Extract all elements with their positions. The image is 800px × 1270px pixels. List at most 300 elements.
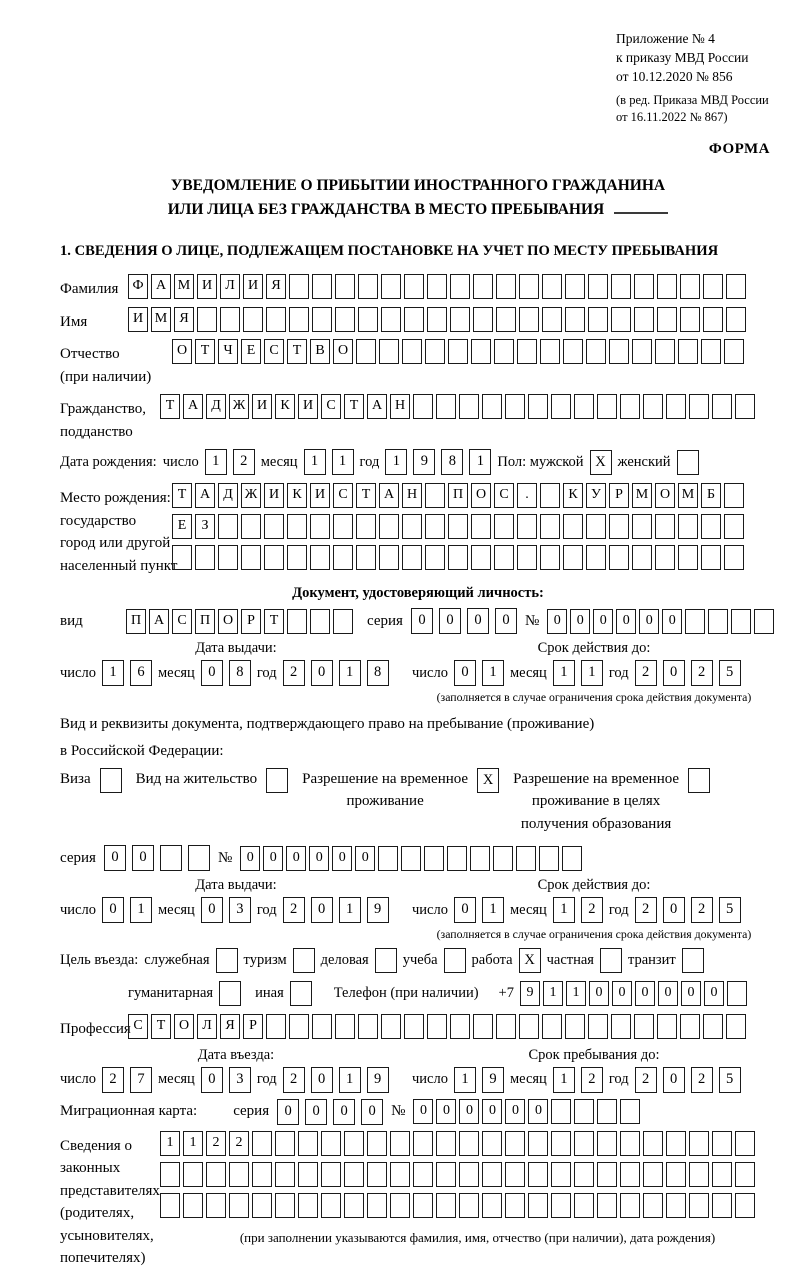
char-cell[interactable] — [588, 1014, 608, 1039]
char-cell[interactable] — [528, 394, 548, 419]
char-cell[interactable] — [264, 545, 284, 570]
char-cell[interactable]: О — [655, 483, 675, 508]
char-cell[interactable] — [266, 1014, 286, 1039]
char-cell[interactable] — [632, 514, 652, 539]
char-cell[interactable] — [436, 1193, 456, 1218]
char-cell[interactable] — [643, 1131, 663, 1156]
char-cell[interactable]: 0 — [662, 609, 682, 634]
char-cell[interactable]: Л — [197, 1014, 217, 1039]
char-cell[interactable]: 0 — [201, 897, 223, 923]
char-cell[interactable] — [542, 1014, 562, 1039]
char-cell[interactable]: Е — [172, 514, 192, 539]
char-cell[interactable]: 1 — [205, 449, 227, 475]
char-cell[interactable] — [519, 307, 539, 332]
char-cell[interactable]: Е — [241, 339, 261, 364]
char-cell[interactable] — [643, 1162, 663, 1187]
char-cell[interactable]: 0 — [459, 1099, 479, 1124]
char-cell[interactable] — [712, 1193, 732, 1218]
char-cell[interactable]: 3 — [229, 1067, 251, 1093]
birth-place-input-row3[interactable] — [172, 545, 744, 570]
char-cell[interactable] — [404, 274, 424, 299]
char-cell[interactable]: 2 — [102, 1067, 124, 1093]
char-cell[interactable]: 0 — [305, 1099, 327, 1125]
char-cell[interactable]: 9 — [367, 1067, 389, 1093]
char-cell[interactable]: 1 — [566, 981, 586, 1006]
char-cell[interactable] — [404, 307, 424, 332]
char-cell[interactable] — [425, 514, 445, 539]
char-cell[interactable]: Ж — [229, 394, 249, 419]
char-cell[interactable] — [712, 394, 732, 419]
char-cell[interactable]: 0 — [454, 897, 476, 923]
char-cell[interactable]: 0 — [505, 1099, 525, 1124]
char-cell[interactable] — [160, 1193, 180, 1218]
char-cell[interactable] — [448, 339, 468, 364]
char-cell[interactable] — [551, 1131, 571, 1156]
char-cell[interactable] — [563, 514, 583, 539]
char-cell[interactable]: 0 — [547, 609, 567, 634]
char-cell[interactable]: О — [471, 483, 491, 508]
stay-year[interactable] — [635, 1067, 741, 1093]
char-cell[interactable] — [218, 545, 238, 570]
char-cell[interactable] — [494, 339, 514, 364]
char-cell[interactable]: П — [448, 483, 468, 508]
birth-month-input[interactable] — [304, 449, 354, 475]
char-cell[interactable]: 0 — [681, 981, 701, 1006]
char-cell[interactable] — [727, 981, 747, 1006]
purpose-other-checkbox[interactable] — [290, 981, 312, 1006]
char-cell[interactable] — [335, 307, 355, 332]
char-cell[interactable] — [344, 1193, 364, 1218]
char-cell[interactable] — [289, 1014, 309, 1039]
char-cell[interactable] — [666, 1131, 686, 1156]
char-cell[interactable]: И — [264, 483, 284, 508]
char-cell[interactable] — [586, 545, 606, 570]
char-cell[interactable] — [252, 1193, 272, 1218]
char-cell[interactable]: М — [151, 307, 171, 332]
char-cell[interactable]: 0 — [436, 1099, 456, 1124]
char-cell[interactable] — [367, 1193, 387, 1218]
char-cell[interactable] — [473, 1014, 493, 1039]
char-cell[interactable]: С — [264, 339, 284, 364]
char-cell[interactable]: 9 — [482, 1067, 504, 1093]
char-cell[interactable] — [726, 1014, 746, 1039]
char-cell[interactable] — [381, 274, 401, 299]
char-cell[interactable] — [358, 274, 378, 299]
sex-male-checkbox[interactable]: X — [590, 450, 612, 475]
char-cell[interactable] — [252, 1131, 272, 1156]
char-cell[interactable] — [611, 274, 631, 299]
char-cell[interactable]: 1 — [130, 897, 152, 923]
char-cell[interactable]: И — [128, 307, 148, 332]
char-cell[interactable] — [586, 514, 606, 539]
char-cell[interactable]: 0 — [332, 846, 352, 871]
char-cell[interactable] — [241, 514, 261, 539]
char-cell[interactable] — [539, 846, 559, 871]
profession-input[interactable] — [128, 1014, 746, 1039]
char-cell[interactable] — [436, 1162, 456, 1187]
char-cell[interactable]: О — [174, 1014, 194, 1039]
char-cell[interactable] — [597, 1099, 617, 1124]
char-cell[interactable] — [689, 1162, 709, 1187]
surname-input[interactable] — [128, 274, 746, 299]
char-cell[interactable]: А — [367, 394, 387, 419]
char-cell[interactable]: 0 — [454, 660, 476, 686]
char-cell[interactable] — [680, 1014, 700, 1039]
char-cell[interactable]: 1 — [553, 1067, 575, 1093]
char-cell[interactable]: Н — [402, 483, 422, 508]
char-cell[interactable] — [229, 1162, 249, 1187]
char-cell[interactable]: Ч — [218, 339, 238, 364]
char-cell[interactable]: А — [379, 483, 399, 508]
char-cell[interactable] — [724, 339, 744, 364]
char-cell[interactable] — [404, 1014, 424, 1039]
char-cell[interactable] — [528, 1162, 548, 1187]
char-cell[interactable] — [310, 545, 330, 570]
char-cell[interactable] — [241, 545, 261, 570]
char-cell[interactable]: 2 — [229, 1131, 249, 1156]
char-cell[interactable] — [183, 1162, 203, 1187]
char-cell[interactable]: 0 — [311, 897, 333, 923]
char-cell[interactable] — [735, 1162, 755, 1187]
char-cell[interactable] — [356, 339, 376, 364]
char-cell[interactable]: 0 — [104, 845, 126, 871]
char-cell[interactable] — [611, 307, 631, 332]
representatives-input-row3[interactable] — [160, 1193, 755, 1218]
char-cell[interactable] — [493, 846, 513, 871]
char-cell[interactable]: П — [126, 609, 146, 634]
char-cell[interactable]: А — [149, 609, 169, 634]
char-cell[interactable] — [172, 545, 192, 570]
birth-place-input-row1[interactable] — [172, 483, 744, 508]
char-cell[interactable] — [620, 1131, 640, 1156]
char-cell[interactable]: А — [183, 394, 203, 419]
char-cell[interactable] — [471, 514, 491, 539]
char-cell[interactable] — [540, 545, 560, 570]
char-cell[interactable] — [632, 339, 652, 364]
char-cell[interactable]: 0 — [311, 660, 333, 686]
char-cell[interactable]: А — [151, 274, 171, 299]
char-cell[interactable]: И — [197, 274, 217, 299]
char-cell[interactable] — [160, 845, 182, 871]
char-cell[interactable] — [562, 846, 582, 871]
char-cell[interactable] — [378, 846, 398, 871]
char-cell[interactable]: 2 — [233, 449, 255, 475]
char-cell[interactable]: 0 — [658, 981, 678, 1006]
char-cell[interactable]: А — [195, 483, 215, 508]
char-cell[interactable]: 0 — [663, 897, 685, 923]
char-cell[interactable] — [611, 1014, 631, 1039]
char-cell[interactable] — [312, 1014, 332, 1039]
entry-year[interactable] — [283, 1067, 389, 1093]
char-cell[interactable]: 2 — [206, 1131, 226, 1156]
char-cell[interactable] — [519, 274, 539, 299]
char-cell[interactable] — [588, 307, 608, 332]
identity-issue-day[interactable] — [102, 660, 152, 686]
char-cell[interactable]: 0 — [132, 845, 154, 871]
char-cell[interactable] — [287, 545, 307, 570]
char-cell[interactable]: Т — [356, 483, 376, 508]
char-cell[interactable]: 0 — [277, 1099, 299, 1125]
purpose-transit-checkbox[interactable] — [682, 948, 704, 973]
edu-permit-checkbox[interactable] — [688, 768, 710, 793]
char-cell[interactable] — [183, 1193, 203, 1218]
char-cell[interactable]: Д — [206, 394, 226, 419]
char-cell[interactable] — [333, 609, 353, 634]
char-cell[interactable] — [390, 1131, 410, 1156]
char-cell[interactable] — [551, 1099, 571, 1124]
char-cell[interactable] — [609, 339, 629, 364]
char-cell[interactable] — [427, 1014, 447, 1039]
char-cell[interactable] — [689, 1193, 709, 1218]
char-cell[interactable]: Т — [287, 339, 307, 364]
residence-valid-day[interactable] — [454, 897, 504, 923]
char-cell[interactable] — [275, 1193, 295, 1218]
char-cell[interactable] — [379, 545, 399, 570]
char-cell[interactable]: И — [310, 483, 330, 508]
char-cell[interactable]: 0 — [467, 608, 489, 634]
char-cell[interactable] — [620, 1099, 640, 1124]
char-cell[interactable] — [680, 307, 700, 332]
char-cell[interactable] — [731, 609, 751, 634]
char-cell[interactable] — [298, 1131, 318, 1156]
char-cell[interactable] — [724, 545, 744, 570]
char-cell[interactable] — [724, 483, 744, 508]
char-cell[interactable] — [218, 514, 238, 539]
char-cell[interactable] — [473, 274, 493, 299]
char-cell[interactable] — [229, 1193, 249, 1218]
char-cell[interactable] — [574, 1099, 594, 1124]
char-cell[interactable] — [540, 483, 560, 508]
char-cell[interactable]: 0 — [704, 981, 724, 1006]
migration-series-input[interactable] — [277, 1099, 383, 1125]
char-cell[interactable]: С — [172, 609, 192, 634]
char-cell[interactable] — [195, 545, 215, 570]
char-cell[interactable] — [436, 394, 456, 419]
visa-checkbox[interactable] — [100, 768, 122, 793]
char-cell[interactable] — [367, 1131, 387, 1156]
char-cell[interactable] — [685, 609, 705, 634]
char-cell[interactable] — [528, 1193, 548, 1218]
char-cell[interactable]: 2 — [691, 1067, 713, 1093]
char-cell[interactable] — [680, 274, 700, 299]
char-cell[interactable] — [565, 274, 585, 299]
char-cell[interactable] — [634, 307, 654, 332]
char-cell[interactable]: 0 — [589, 981, 609, 1006]
char-cell[interactable]: 1 — [160, 1131, 180, 1156]
char-cell[interactable] — [379, 514, 399, 539]
char-cell[interactable] — [289, 307, 309, 332]
identity-valid-day[interactable] — [454, 660, 504, 686]
char-cell[interactable]: Н — [390, 394, 410, 419]
char-cell[interactable]: 8 — [441, 449, 463, 475]
char-cell[interactable] — [517, 545, 537, 570]
char-cell[interactable] — [657, 307, 677, 332]
char-cell[interactable] — [448, 545, 468, 570]
char-cell[interactable] — [450, 307, 470, 332]
char-cell[interactable]: 1 — [339, 897, 361, 923]
char-cell[interactable] — [632, 545, 652, 570]
char-cell[interactable]: 0 — [309, 846, 329, 871]
char-cell[interactable] — [634, 274, 654, 299]
char-cell[interactable]: 2 — [581, 1067, 603, 1093]
char-cell[interactable] — [505, 394, 525, 419]
char-cell[interactable] — [735, 1131, 755, 1156]
char-cell[interactable] — [381, 307, 401, 332]
char-cell[interactable]: 2 — [635, 897, 657, 923]
char-cell[interactable]: В — [310, 339, 330, 364]
char-cell[interactable] — [643, 1193, 663, 1218]
char-cell[interactable]: Б — [701, 483, 721, 508]
char-cell[interactable]: Ф — [128, 274, 148, 299]
char-cell[interactable]: М — [174, 274, 194, 299]
char-cell[interactable] — [333, 545, 353, 570]
migration-number-input[interactable] — [413, 1099, 640, 1124]
char-cell[interactable]: 1 — [469, 449, 491, 475]
char-cell[interactable]: 1 — [183, 1131, 203, 1156]
char-cell[interactable] — [735, 394, 755, 419]
purpose-official-checkbox[interactable] — [216, 948, 238, 973]
char-cell[interactable] — [754, 609, 774, 634]
char-cell[interactable] — [519, 1014, 539, 1039]
char-cell[interactable] — [574, 1131, 594, 1156]
char-cell[interactable] — [379, 339, 399, 364]
char-cell[interactable]: 0 — [201, 660, 223, 686]
identity-valid-year[interactable] — [635, 660, 741, 686]
char-cell[interactable] — [427, 274, 447, 299]
char-cell[interactable] — [206, 1162, 226, 1187]
char-cell[interactable] — [678, 339, 698, 364]
residence-issue-day[interactable] — [102, 897, 152, 923]
char-cell[interactable] — [588, 274, 608, 299]
char-cell[interactable] — [450, 1014, 470, 1039]
char-cell[interactable] — [310, 609, 330, 634]
char-cell[interactable] — [505, 1193, 525, 1218]
char-cell[interactable]: Р — [243, 1014, 263, 1039]
char-cell[interactable] — [565, 1014, 585, 1039]
char-cell[interactable] — [358, 307, 378, 332]
char-cell[interactable] — [188, 845, 210, 871]
entry-month[interactable] — [201, 1067, 251, 1093]
char-cell[interactable] — [494, 545, 514, 570]
char-cell[interactable]: О — [218, 609, 238, 634]
char-cell[interactable] — [517, 339, 537, 364]
char-cell[interactable]: 0 — [263, 846, 283, 871]
char-cell[interactable]: 1 — [482, 660, 504, 686]
char-cell[interactable]: К — [563, 483, 583, 508]
char-cell[interactable]: 1 — [553, 660, 575, 686]
char-cell[interactable]: 0 — [639, 609, 659, 634]
char-cell[interactable] — [447, 846, 467, 871]
char-cell[interactable] — [436, 1131, 456, 1156]
char-cell[interactable]: Я — [266, 274, 286, 299]
char-cell[interactable] — [390, 1162, 410, 1187]
char-cell[interactable] — [574, 394, 594, 419]
char-cell[interactable]: 1 — [553, 897, 575, 923]
char-cell[interactable] — [574, 1162, 594, 1187]
stay-month[interactable] — [553, 1067, 603, 1093]
char-cell[interactable] — [620, 1162, 640, 1187]
char-cell[interactable] — [333, 514, 353, 539]
birth-day-input[interactable] — [205, 449, 255, 475]
doc-number-input[interactable] — [547, 609, 774, 634]
char-cell[interactable] — [402, 545, 422, 570]
char-cell[interactable] — [450, 274, 470, 299]
char-cell[interactable]: Т — [264, 609, 284, 634]
char-cell[interactable]: С — [333, 483, 353, 508]
char-cell[interactable] — [597, 1193, 617, 1218]
char-cell[interactable]: С — [494, 483, 514, 508]
char-cell[interactable]: 2 — [635, 660, 657, 686]
char-cell[interactable]: 5 — [719, 897, 741, 923]
char-cell[interactable]: К — [287, 483, 307, 508]
char-cell[interactable]: И — [243, 274, 263, 299]
birth-year-input[interactable] — [385, 449, 491, 475]
char-cell[interactable] — [551, 394, 571, 419]
char-cell[interactable] — [565, 307, 585, 332]
char-cell[interactable] — [666, 1193, 686, 1218]
char-cell[interactable]: 0 — [286, 846, 306, 871]
char-cell[interactable]: И — [298, 394, 318, 419]
char-cell[interactable]: 2 — [635, 1067, 657, 1093]
char-cell[interactable]: 3 — [229, 897, 251, 923]
char-cell[interactable]: 9 — [367, 897, 389, 923]
char-cell[interactable]: Я — [174, 307, 194, 332]
stay-day[interactable] — [454, 1067, 504, 1093]
char-cell[interactable] — [298, 1162, 318, 1187]
residence-number-input[interactable] — [240, 846, 582, 871]
char-cell[interactable]: 0 — [612, 981, 632, 1006]
char-cell[interactable] — [678, 545, 698, 570]
char-cell[interactable] — [551, 1162, 571, 1187]
char-cell[interactable] — [620, 1193, 640, 1218]
citizenship-input[interactable] — [160, 394, 755, 419]
char-cell[interactable] — [470, 846, 490, 871]
char-cell[interactable]: 1 — [339, 1067, 361, 1093]
char-cell[interactable] — [424, 846, 444, 871]
char-cell[interactable] — [712, 1131, 732, 1156]
char-cell[interactable] — [390, 1193, 410, 1218]
char-cell[interactable]: 2 — [691, 897, 713, 923]
char-cell[interactable]: Р — [609, 483, 629, 508]
char-cell[interactable] — [321, 1162, 341, 1187]
char-cell[interactable]: И — [252, 394, 272, 419]
char-cell[interactable]: 0 — [361, 1099, 383, 1125]
char-cell[interactable] — [482, 394, 502, 419]
char-cell[interactable]: 1 — [543, 981, 563, 1006]
residence-issue-month[interactable] — [201, 897, 251, 923]
char-cell[interactable]: Ж — [241, 483, 261, 508]
char-cell[interactable] — [344, 1131, 364, 1156]
phone-input[interactable] — [520, 981, 747, 1006]
char-cell[interactable] — [703, 307, 723, 332]
residence-valid-year[interactable] — [635, 897, 741, 923]
char-cell[interactable]: 0 — [240, 846, 260, 871]
char-cell[interactable] — [563, 545, 583, 570]
char-cell[interactable]: 2 — [283, 1067, 305, 1093]
char-cell[interactable] — [666, 1162, 686, 1187]
char-cell[interactable]: 1 — [454, 1067, 476, 1093]
char-cell[interactable] — [275, 1162, 295, 1187]
char-cell[interactable]: 5 — [719, 660, 741, 686]
char-cell[interactable]: 9 — [413, 449, 435, 475]
char-cell[interactable] — [312, 274, 332, 299]
char-cell[interactable] — [634, 1014, 654, 1039]
residence-valid-month[interactable] — [553, 897, 603, 923]
char-cell[interactable]: Т — [172, 483, 192, 508]
char-cell[interactable]: 0 — [102, 897, 124, 923]
char-cell[interactable] — [473, 307, 493, 332]
char-cell[interactable] — [496, 1014, 516, 1039]
